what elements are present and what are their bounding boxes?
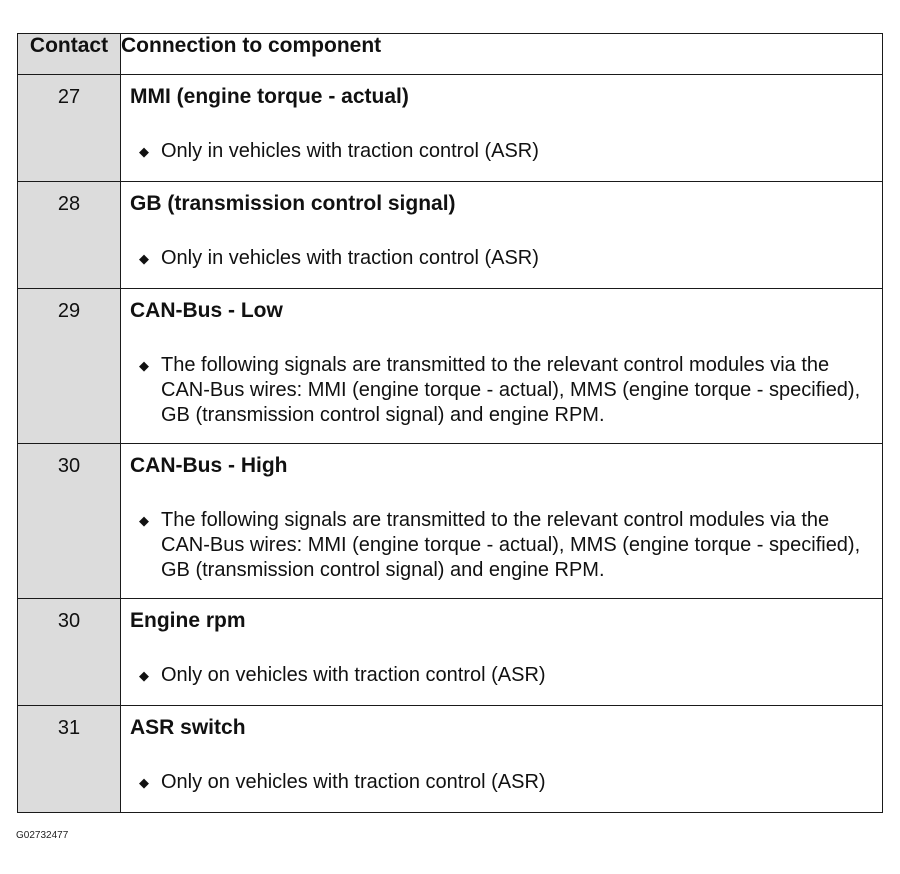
connection-cell [121, 289, 883, 444]
diamond-bullet-icon: ◆ [139, 775, 149, 790]
note-item [130, 770, 872, 795]
component-title: GB (transmission control signal) [130, 192, 456, 215]
note-text: Only on vehicles with traction control (ASR) [161, 771, 546, 793]
diamond-bullet-icon: ◆ [139, 144, 149, 159]
table-row [18, 599, 883, 706]
header-connection: Connection to component [121, 34, 883, 75]
contact-number: 28 [18, 182, 121, 289]
connection-cell [121, 182, 883, 289]
contact-number: 31 [18, 706, 121, 813]
diamond-bullet-icon: ◆ [139, 358, 149, 373]
header-contact: Contact [18, 34, 121, 75]
note-text: Only on vehicles with traction control (ASR) [161, 664, 546, 686]
note-item [130, 246, 872, 271]
component-title: ASR switch [130, 716, 246, 739]
diamond-bullet-icon: ◆ [139, 513, 149, 528]
note-text: Only in vehicles with traction control (ASR) [161, 140, 539, 162]
component-title: Engine rpm [130, 609, 246, 632]
note-text: The following signals are transmitted to the relevant control modules via the CAN-Bus wires: MMI (engine torque - actual), MMS (engine torque - specified), GB (transmission control signal) and engine RPM. [161, 354, 861, 426]
table-row [18, 75, 883, 182]
table-row [18, 289, 883, 444]
table-header-row [18, 34, 883, 75]
figure-code: G02732477 [16, 830, 69, 841]
component-title: MMI (engine torque - actual) [130, 85, 409, 108]
connection-cell [121, 706, 883, 813]
note-item [130, 353, 872, 428]
contact-number: 27 [18, 75, 121, 182]
note-item [130, 663, 872, 688]
contact-table [17, 33, 883, 813]
note-text: The following signals are transmitted to the relevant control modules via the CAN-Bus wires: MMI (engine torque - actual), MMS (engine torque - specified), GB (transmission control signal) and engine RPM. [161, 509, 861, 581]
component-title: CAN-Bus - Low [130, 299, 283, 322]
diamond-bullet-icon: ◆ [139, 251, 149, 266]
connection-cell [121, 75, 883, 182]
diamond-bullet-icon: ◆ [139, 668, 149, 683]
connection-cell [121, 444, 883, 599]
contact-number: 30 [18, 599, 121, 706]
note-text: Only in vehicles with traction control (ASR) [161, 247, 539, 269]
contact-number: 30 [18, 444, 121, 599]
connection-cell [121, 599, 883, 706]
table-row [18, 444, 883, 599]
component-title: CAN-Bus - High [130, 454, 288, 477]
contact-number: 29 [18, 289, 121, 444]
note-item [130, 139, 872, 164]
note-item [130, 508, 872, 583]
table-row [18, 182, 883, 289]
table-row [18, 706, 883, 813]
